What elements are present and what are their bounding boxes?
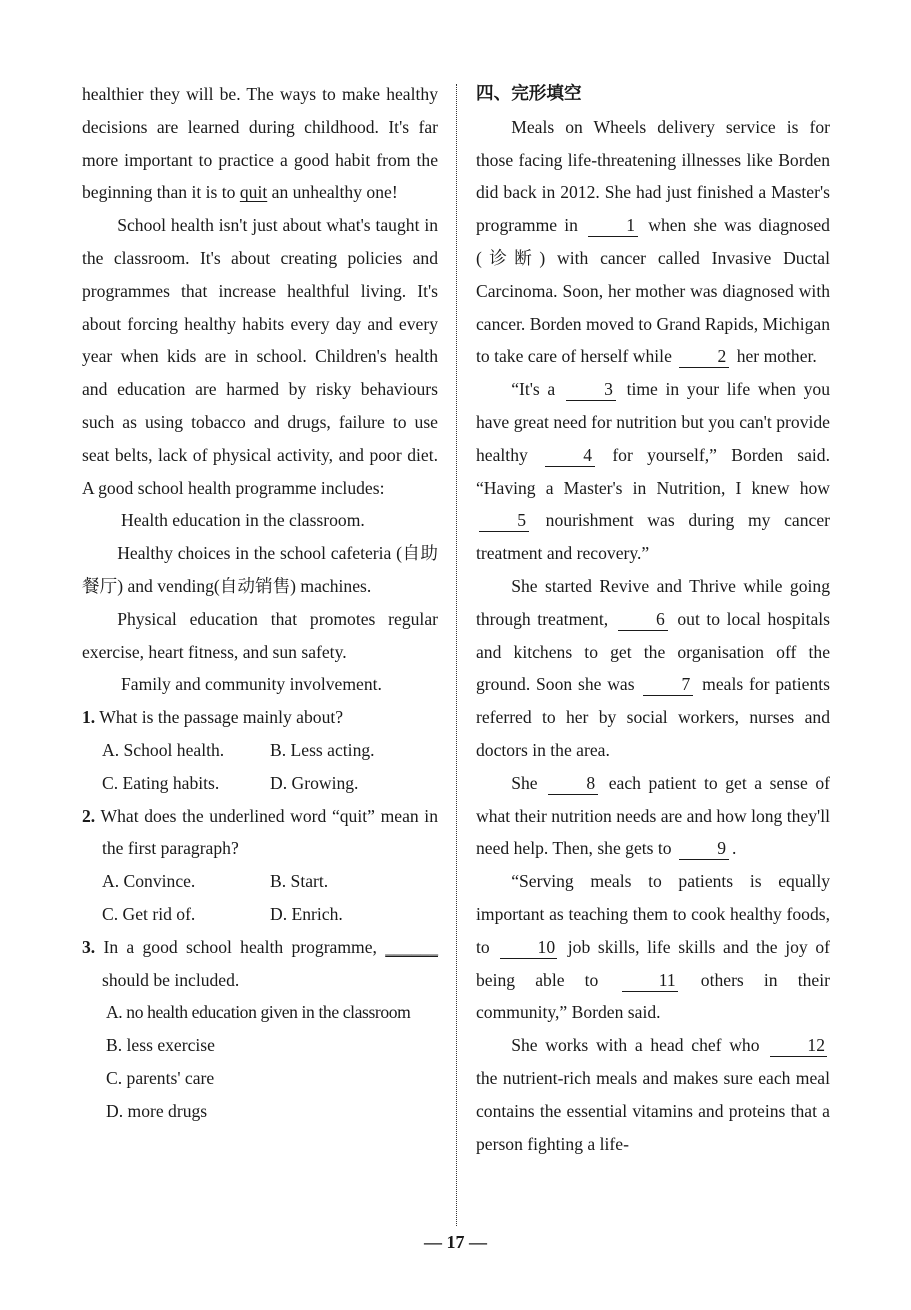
question-1: 1. What is the passage mainly about? [82,707,344,728]
column-divider [456,84,457,1226]
question-2-options [82,898,438,931]
cloze-text: others in their community,” Borden said. [476,969,830,1023]
option[interactable]: D. more drugs [106,1100,208,1121]
question-2: 2. What does the underlined word “quit” mean in the first paragraph? [82,805,438,859]
right-column [476,78,830,1160]
option[interactable]: B. Start. [270,871,329,892]
cloze-blank[interactable]: 3 [566,378,616,401]
cloze-text: . [732,838,737,859]
cloze-blank[interactable]: 2 [679,345,729,368]
question-3: 3. In a good school health programme, ______ should be included. [82,936,438,990]
section-heading: 四、完形填空 [476,84,582,104]
cloze-blank[interactable]: 5 [479,509,529,532]
option[interactable]: D. Growing. [270,772,359,793]
cloze-text: She started Revive and Thrive while going through treatment, [476,575,830,629]
question-1-options [82,767,438,800]
cloze-blank[interactable]: 7 [643,673,693,696]
cloze-paragraph [476,111,830,373]
cloze-text: “It's a [511,379,556,400]
left-column [82,78,438,1128]
option[interactable]: C. Get rid of. [102,903,196,924]
cloze-text: She [511,772,538,793]
cloze-text: out to local hospitals and kitchens to get the organisation off the ground. Soon she was [476,608,831,695]
cloze-blank[interactable]: 9 [679,837,729,860]
list-item: Family and community involvement. [121,674,382,695]
option[interactable]: A. Convince. [102,871,196,892]
cloze-text: Meals on Wheels delivery service is for those facing life-threatening illnesses like Borden did back in 2012. She had just finished a Master's programme in [476,116,830,236]
passage-paragraph-2: School health isn't just about what's taught in the classroom. It's about creating policies and programmes that increase healthful living. It's about forcing healthy habits every day and every year when kids are in school. Children's health and education are harmed by risky behaviours such as using tobacco and drugs, failure to use seat belts, lack of physical activity, and poor diet. A good school health programme includes: [82,215,438,498]
cloze-text: meals for patients referred to her by social workers, nurses and doctors in the area. [476,674,830,760]
option[interactable]: B. less exercise [106,1035,215,1056]
cloze-text: each patient to get a sense of what their nutrition needs are and how long they'll need help. Then, she gets to [476,772,830,859]
option[interactable]: C. Eating habits. [102,772,220,793]
cloze-paragraph [476,570,830,767]
cloze-text: “Serving meals to patients is equally important as teaching them to cook healthy foods, to [476,871,830,957]
cloze-paragraph [476,767,830,865]
cloze-blank[interactable]: 12 [770,1034,827,1057]
question-2-options [82,865,438,898]
cloze-blank[interactable]: 8 [548,772,598,795]
cloze-text: the nutrient-rich meals and makes sure each meal contains the essential vitamins and proteins that a person fighting a life- [476,1067,830,1154]
cloze-text: her mother. [736,346,817,367]
cloze-paragraph [476,865,830,1029]
cloze-blank[interactable]: 4 [545,444,595,467]
cloze-text: when she was diagnosed (诊断) with cancer called Invasive Ductal Carcinoma. Soon, her mother was diagnosed with cancer. Borden moved to Grand Rapids, Michigan to take care of herself while [476,215,830,367]
question-1-options [82,734,438,767]
cloze-text: time in your life when you have great need for nutrition but you can't provide healthy [476,379,831,465]
cloze-passage [476,111,830,1161]
option[interactable]: C. parents' care [106,1067,215,1088]
option[interactable]: D. Enrich. [270,903,343,924]
option[interactable]: A. no health education given in the classroom [106,1002,411,1023]
cloze-blank[interactable]: 11 [622,969,678,992]
passage-paragraph-1: healthier they will be. The ways to make healthy decisions are learned during childhood. It's far more important to practice a good habit from the beginning than it is to quit an unhealthy one! [82,84,438,203]
cloze-blank[interactable]: 1 [588,214,638,237]
option[interactable]: B. Less acting. [270,739,375,760]
cloze-blank[interactable]: 6 [618,608,668,631]
cloze-paragraph [476,373,830,570]
cloze-text: She works with a head chef who [511,1035,760,1056]
cloze-blank[interactable]: 10 [500,936,557,959]
cloze-text: nourishment was during my cancer treatment and recovery.” [476,510,830,564]
list-item: Health education in the classroom. [121,510,365,531]
list-item: Healthy choices in the school cafeteria (自助餐厅) and vending(自动销售) machines. [82,543,438,596]
cloze-text: job skills, life skills and the joy of being able to [476,936,830,990]
underlined-word-quit: quit [239,182,268,203]
option[interactable]: A. School health. [102,739,225,760]
cloze-text: for yourself,” Borden said. “Having a Master's in Nutrition, I knew how [476,444,830,498]
cloze-paragraph [476,1029,830,1160]
page-number: — 17 — [424,1232,487,1252]
list-item: Physical education that promotes regular exercise, heart fitness, and sun safety. [82,608,438,662]
